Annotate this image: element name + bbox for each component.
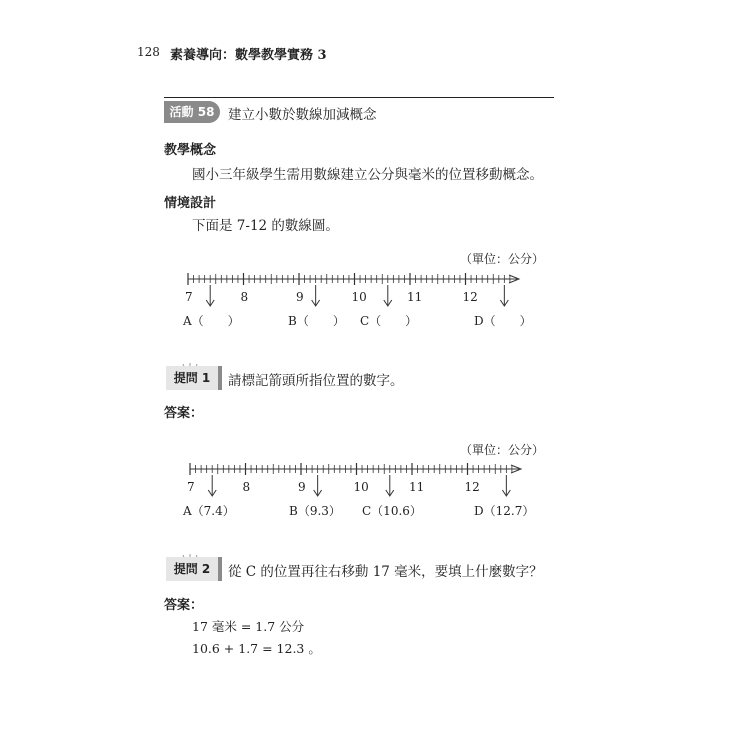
arrow-label-b-1: B（ ） xyxy=(288,314,345,328)
book-title: 素養導向：數學教學實務 3 xyxy=(170,48,327,63)
question-text-2: 從 C 的位置再往右移動 17 毫米，要填上什麼數字？ xyxy=(228,564,543,580)
arrow-label-d-2: D（12.7） xyxy=(474,504,535,518)
number-line-2-tick-label: 7 xyxy=(187,480,195,494)
question-tab-1: 提問 1 xyxy=(166,366,222,390)
arrow-label-c-1: C（ ） xyxy=(360,314,418,328)
arrow-label-b-2: B（9.3） xyxy=(289,504,341,518)
number-line-2-tick-label: 12 xyxy=(464,480,480,494)
arrow-label-c-2: C（10.6） xyxy=(362,504,422,518)
scenario-text: 下面是 7-12 的數線圖。 xyxy=(192,218,339,234)
number-line-2-tick-label: 10 xyxy=(353,480,369,494)
scenario-heading: 情境設計 xyxy=(164,196,217,211)
question-text-1: 請標記箭頭所指位置的數字。 xyxy=(228,373,404,389)
unit-label-1: （單位：公分） xyxy=(460,252,545,266)
number-line-2-tick-label: 9 xyxy=(298,480,306,494)
answer-line-1: 17 毫米 = 1.7 公分 xyxy=(192,619,305,634)
arrow-label-a-2: A（7.4） xyxy=(183,504,235,518)
number-line-2-tick-label: 11 xyxy=(409,480,425,494)
number-line-2-tick-label: 8 xyxy=(242,480,251,494)
number-line-1-tick-label: 11 xyxy=(407,290,423,304)
page-number: 128 xyxy=(137,45,160,59)
concept-heading: 教學概念 xyxy=(164,143,217,158)
number-line-1-tick-label: 8 xyxy=(240,290,249,304)
sparkle-icon xyxy=(182,546,198,554)
unit-label-2: （單位：公分） xyxy=(460,443,545,457)
arrow-label-a-1: A（ ） xyxy=(183,314,240,328)
number-line-1-tick-label: 9 xyxy=(296,290,304,304)
answer-label-2: 答案： xyxy=(164,598,204,613)
concept-text: 國小三年級學生需用數線建立公分與毫米的位置移動概念。 xyxy=(192,167,543,183)
number-line-1-tick-label: 7 xyxy=(185,290,193,304)
answer-line-2: 10.6 + 1.7 = 12.3 。 xyxy=(192,641,321,656)
activity-title: 建立小數於數線加減概念 xyxy=(228,107,377,123)
number-line-1-tick-label: 12 xyxy=(462,290,478,304)
arrow-label-d-1: D（ ） xyxy=(474,314,532,328)
number-line-1-tick-label: 10 xyxy=(351,290,367,304)
activity-badge: 活動 58 xyxy=(164,101,220,123)
answer-label-1: 答案： xyxy=(164,406,204,421)
question-tab-2: 提問 2 xyxy=(166,557,222,581)
